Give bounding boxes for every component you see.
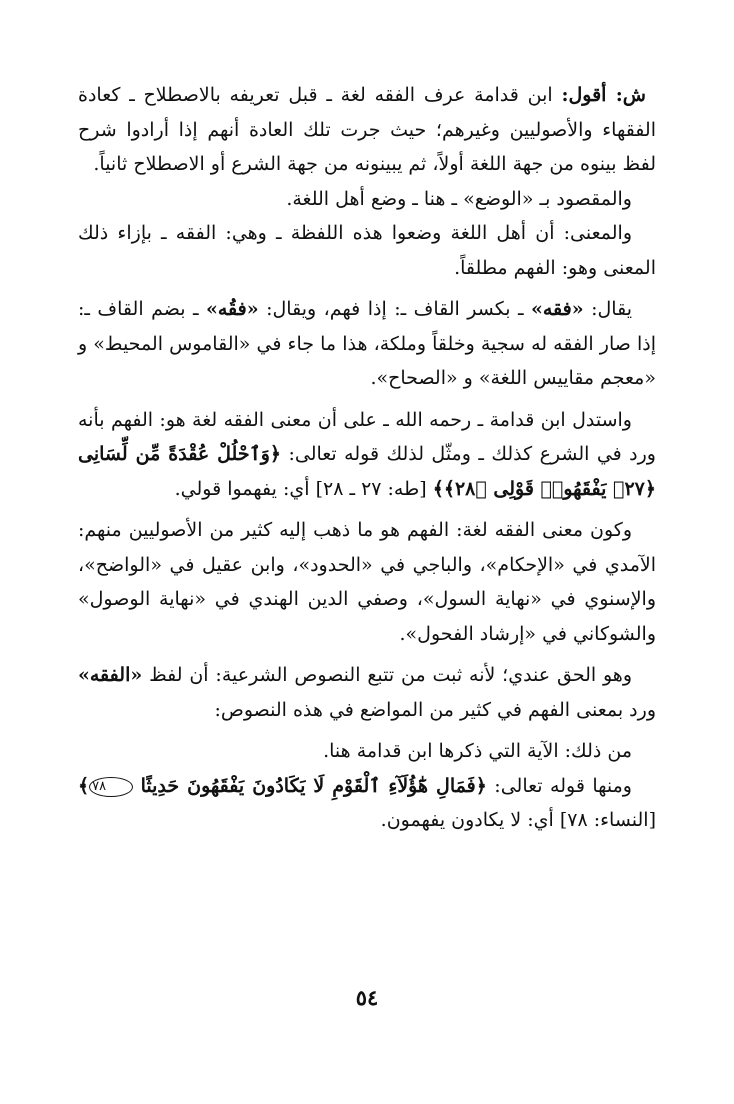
- paragraph-4: [78, 292, 656, 396]
- page-number: ٥٤: [355, 985, 379, 1010]
- term-fiqh: «الفقه»: [78, 664, 143, 686]
- paragraph-3: والمعنى: أن أهل اللغة وضعوا هذه اللفظة ـ وهي: الفقه ـ بإزاء ذلك المعنى وهو: الفهم مطلقاً.: [78, 222, 656, 279]
- page-body: [78, 78, 656, 838]
- paragraph-text: يقال:: [583, 298, 632, 320]
- paragraph-text: ـ بكسر القاف ـ: إذا فهم، ويقال:: [258, 298, 531, 320]
- quran-verse: ﴿وَٱحْلُلْ عُقْدَةً مِّن لِّسَانِى ﴿٢٧﴾ يَفْقَهُوا۟ قَوْلِى ﴿٢٨﴾﴾: [78, 443, 656, 500]
- paragraph-6: وكون معنى الفقه لغة: الفهم هو ما ذهب إليه كثير من الأصوليين منهم: الآمدي في «الإحكام»، والباجي في «الحدود»، وابن عقيل في «الواضح»، والإسنوي في «نهاية السول»، وصفي الدين الهندي في «نهاية الوصول» والشوكاني في «إرشاد الفحول».: [78, 519, 656, 645]
- term-faquha: «فقُه»: [205, 298, 259, 320]
- term-faqiha: «فقه»: [530, 298, 584, 320]
- paragraph-text: ومنها قوله تعالى:: [486, 774, 632, 797]
- ayah-number-marker: ٧٨: [89, 777, 133, 797]
- paragraph-text: ـ بضم القاف ـ: إذا صار الفقه له سجية وخلقاً وملكة، هذا ما جاء في «القاموس المحيط» و «معجم مقاييس اللغة» و «الصحاح».: [78, 298, 656, 389]
- paragraph-text: [طه: ٢٧ ـ ٢٨] أي: يفهموا قولي.: [174, 477, 433, 500]
- paragraph-text: وهو الحق عندي؛ لأنه ثبت من تتبع النصوص الشرعية: أن لفظ: [142, 664, 632, 686]
- paragraph-8: من ذلك: الآية التي ذكرها ابن قدامة هنا.: [323, 740, 632, 762]
- paragraph-text: ابن قدامة عرف الفقه لغة ـ قبل تعريفه بالاصطلاح ـ كعادة الفقهاء والأصوليين وغيرهم؛ حيث جرت تلك العادة أنهم إذا أرادوا شرح لفظ بينوه من جهة اللغة أولاً، ثم يبينونه من جهة الشرع أو الاصطلاح ثانياً.: [78, 84, 656, 175]
- paragraph-text: [النساء: ٧٨] أي: لا يكادون يفهمون.: [380, 809, 656, 831]
- paragraph-text: ورد بمعنى الفهم في كثير من المواضع في هذه النصوص:: [214, 698, 656, 721]
- paragraph-5: [78, 403, 656, 507]
- paragraph-2: والمقصود بـ «الوضع» ـ هنا ـ وضع أهل اللغة.: [286, 187, 632, 210]
- quran-bracket-close: ﴾: [78, 774, 90, 797]
- paragraph-text: واستدل ابن قدامة ـ رحمه الله ـ على أن معنى الفقه لغة هو: الفهم بأنه ورد في الشرع كذلك ـ ومثّل لذلك قوله تعالى:: [78, 408, 656, 465]
- paragraph-9: [78, 769, 656, 838]
- paragraph-lead: ش: أقول:: [561, 84, 646, 106]
- quran-verse: فَمَالِ هَٰٓؤُلَآءِ ٱلْقَوْمِ لَا يَكَادُونَ يَفْقَهُونَ حَدِيثًا: [140, 774, 476, 797]
- paragraph-1: [78, 78, 656, 182]
- quran-bracket-open: ﴿: [475, 774, 487, 797]
- paragraph-7: [78, 658, 656, 727]
